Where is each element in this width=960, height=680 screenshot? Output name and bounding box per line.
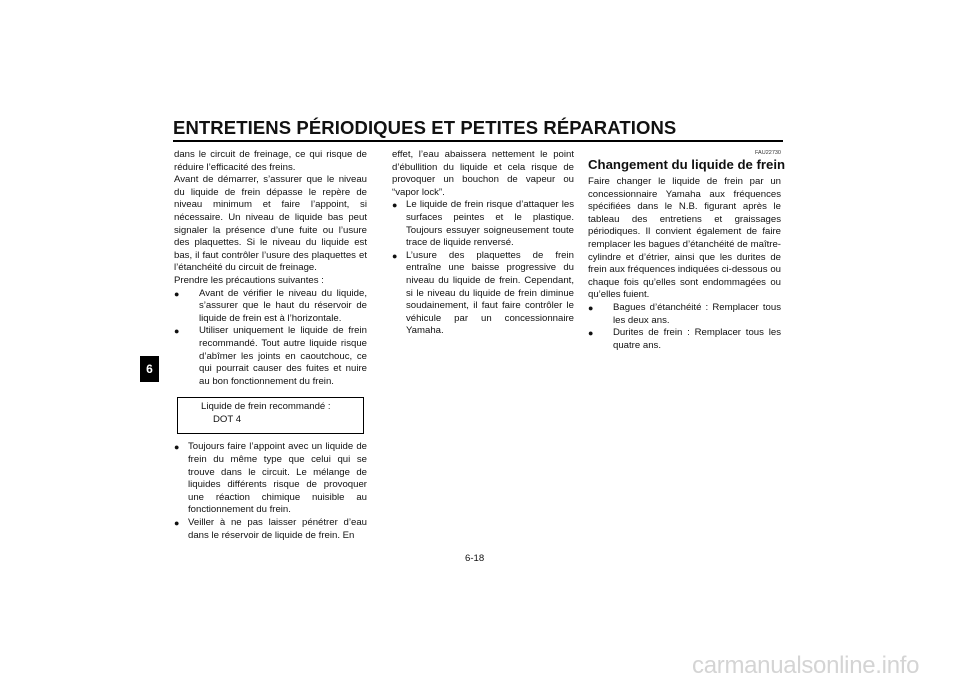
paragraph: dans le circuit de freinage, ce qui risque de réduire l’efficacité des freins. bbox=[174, 149, 367, 173]
list-item-text: Veiller à ne pas laisser pénétrer d’eau dans le réservoir de liquide de frein. En bbox=[188, 517, 367, 541]
bullet-icon: ● bbox=[174, 442, 180, 453]
watermark: carmanualsonline.info bbox=[692, 652, 920, 679]
list-item-text: Bagues d’étanchéité : Remplacer tous les deux ans. bbox=[613, 301, 781, 326]
list-item bbox=[174, 325, 367, 388]
column-1 bbox=[174, 149, 367, 542]
list-item bbox=[588, 302, 781, 327]
list-item-text: Durites de frein : Remplacer tous les quatre ans. bbox=[613, 327, 781, 351]
list-item bbox=[588, 327, 781, 352]
bullet-icon: ● bbox=[174, 326, 180, 337]
paragraph: Avant de démarrer, s’assurer que le niveau du liquide de frein dépasse le repère de niveau minimum et faire l’appoint, si nécessaire. Un niveau de liquide bas peut signaler la présence d’une fuite ou l’usure des plaquettes. Si le niveau du liquide est bas, il faut contrôler l’usure des plaquettes et l’étanchéité du circuit de freinage. bbox=[174, 174, 367, 274]
section-title: Changement du liquide de frein bbox=[588, 157, 786, 172]
recommended-fluid-box bbox=[177, 397, 364, 434]
list-item bbox=[174, 517, 367, 542]
list-item bbox=[174, 441, 367, 517]
precautions-list-continued bbox=[174, 441, 367, 542]
paragraph: effet, l’eau abaissera nettement le point d’ébullition du liquide et cela risque de provoquer un bouchon de vapeur ou “vapor lock”. bbox=[392, 149, 574, 198]
chapter-tab: 6 bbox=[140, 356, 159, 382]
paragraph: Prendre les précautions suivantes : bbox=[174, 274, 324, 286]
list-item-text: Avant de vérifier le niveau du liquide, s’assurer que le haut du réservoir de liquide de frein est à l’horizontale. bbox=[199, 287, 367, 324]
bullet-icon: ● bbox=[588, 302, 594, 313]
list-item-text: Utiliser uniquement le liquide de frein recommandé. Tout autre liquide risque d’abîmer les joints en caoutchouc, ce qui pourrait causer des fuites et nuire au bon fonctionnement du frein. bbox=[199, 325, 367, 387]
page-number: 6-18 bbox=[465, 553, 485, 564]
list-item bbox=[174, 288, 367, 326]
box-label: Liquide de frein recommandé : bbox=[201, 401, 331, 413]
replacement-list bbox=[588, 302, 781, 352]
paragraph: Faire changer le liquide de frein par un concessionnaire Yamaha aux fréquences spécifiées dans le N.B. figurant après le tableau des entretiens et graissages périodiques. Il convient également de faire remplacer les bagues d’étanchéité de maître-cylindre et d’étrier, ainsi que les durites de frein aux fréquences indiquées ci-dessous ou chaque fois qu’elles sont endommagées ou qu’elles fuient. bbox=[588, 176, 781, 301]
reference-code: FAU22730 bbox=[755, 150, 781, 156]
column-2 bbox=[392, 149, 574, 338]
list-item bbox=[392, 199, 574, 249]
column-3 bbox=[588, 149, 786, 352]
bullet-icon: ● bbox=[174, 518, 180, 529]
bullet-icon: ● bbox=[392, 200, 398, 211]
header-rule bbox=[173, 140, 783, 142]
list-item-text: Toujours faire l’appoint avec un liquide de frein du même type que celui qui se trouve dans le circuit. Le mélange de liquides différents risque de provoquer une réaction chimique nuisible au fonctionnement du frein. bbox=[188, 441, 367, 516]
brake-fluid-notes bbox=[392, 199, 574, 338]
precautions-list bbox=[174, 288, 367, 389]
list-item-text: Le liquide de frein risque d’attaquer les surfaces peintes et le plastique. Toujours essuyer soigneusement toute trace de liquide renversé. bbox=[406, 199, 574, 249]
bullet-icon: ● bbox=[392, 250, 398, 261]
list-item-text: L’usure des plaquettes de frein entraîne une baisse progressive du niveau du liquide de frein. Cependant, si le niveau du liquide de frein diminue soudainement, il faut faire contrôler le véhicule par un concessionnaire Yamaha. bbox=[406, 249, 574, 337]
page-title: ENTRETIENS PÉRIODIQUES ET PETITES RÉPARATIONS bbox=[173, 117, 677, 138]
bullet-icon: ● bbox=[174, 288, 180, 299]
bullet-icon: ● bbox=[588, 328, 594, 339]
box-value: DOT 4 bbox=[213, 413, 242, 425]
list-item bbox=[392, 250, 574, 338]
